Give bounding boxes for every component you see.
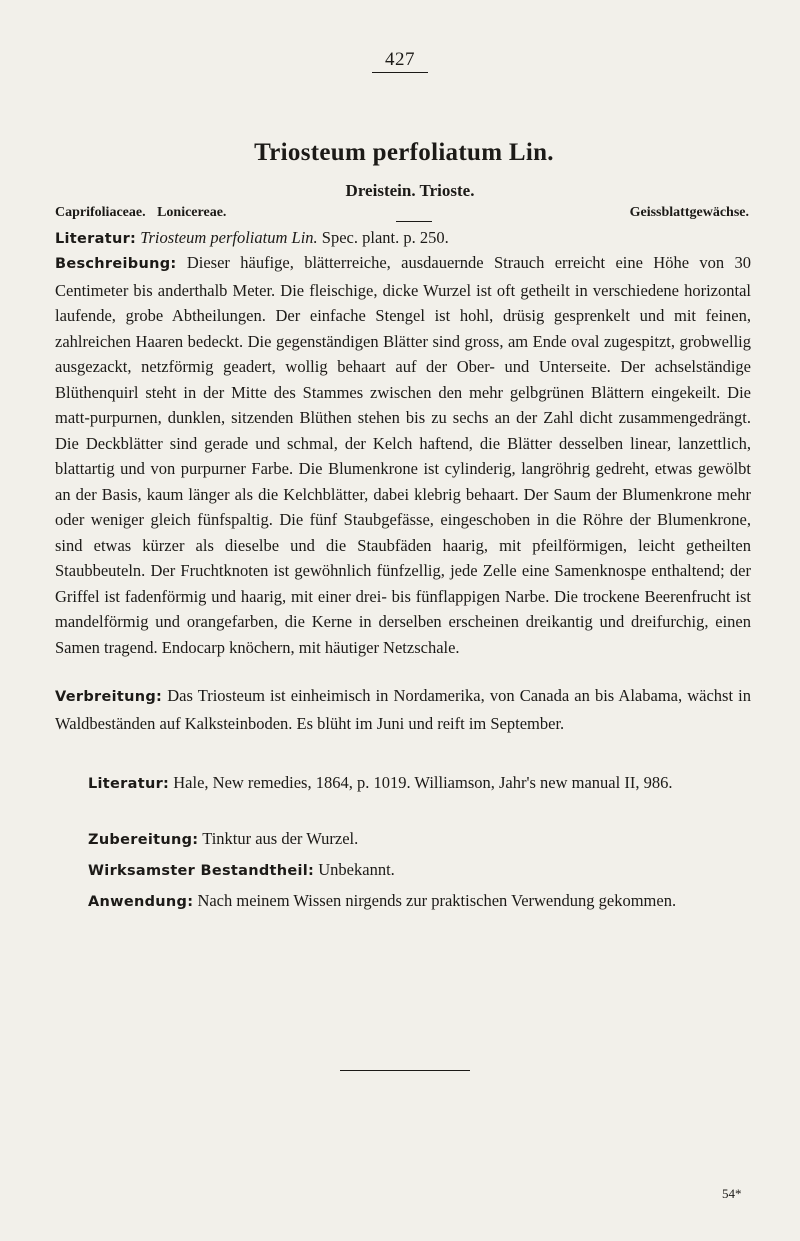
beschreibung-text: Dieser häufige, blätterreiche, ausdauernde Strauch erreicht eine Höhe von 30 Centimeter bis anderthalb Meter. Die fleischige, dicke Wurzel ist oft getheilt in verschiedene horizontal laufende, grobe Abtheilungen. Der einfache Stengel ist hohl, drüsig gesprenkelt und mit feinen, zahlreichen Haaren bedeckt. Die gegenständigen Blätter sind gross, am Ende oval zugespitzt, grobwellig ausgezackt, netzförmig geadert, wollig behaart auf der Ober- und Unterseite. Der achselständige Blüthenquirl steht in der Mitte des Stammes zwischen den mehr gelbgrünen Blättern eingekeilt. Die matt-purpurnen, dunklen, sitzenden Blüthen stehen bis zu sechs an der Zahl dicht zusammengedrängt. Die Deckblätter sind gerade und schmal, der Kelch haftend, die Blätter desselben linear, lanzettlich, blattartig und von purpurner Farbe. Die Blumenkrone ist cylinderig, langröhrig gedreht, etwas gewölbt an der Basis, kaum länger als die Kelchblätter, dabei klebrig behaart. Der Saum der Blumenkrone mehr oder weniger gleich fünfspaltig. Die fünf Staubgefässe, eingeschoben in die Röhre der Blumenkrone, sind etwas kürzer als dieselbe und die Staubfäden haarig, mit pfeilförmigen, leicht getheilten Staubbeuteln. Der Fruchtknoten ist gewöhnlich fünfzellig, jede Zelle eine Samenknospe enthaltend; der Griffel ist fadenförmig und haarig, mit einer drei- bis fünflappigen Narbe. Die trockene Beerenfrucht ist mandelförmig und orangefarben, die Kerne in derselben erscheinen dreikantig und dreifurchig, einen Samen tragend. Endocarp knöchern, mit häutiger Netzschale. xyxy=(55,253,751,657)
page-title: Triosteum perfoliatum Lin. xyxy=(254,139,554,166)
anwendung-label: Anwendung: xyxy=(88,894,194,910)
beschreibung-section xyxy=(55,250,751,660)
bestandtheil-text: Unbekannt. xyxy=(314,860,395,879)
verbreitung-label: Verbreitung: xyxy=(55,689,163,705)
literatur-ref: Spec. plant. p. 250. xyxy=(317,228,449,247)
anwendung-section xyxy=(55,888,751,916)
plant-family: Caprifoliaceae. Lonicereae. xyxy=(55,205,227,220)
bestandtheil-section xyxy=(55,857,751,885)
signature-mark: 54* xyxy=(722,1186,742,1201)
end-divider xyxy=(340,1070,470,1071)
verbreitung-text: Das Triosteum ist einheimisch in Nordamerika, von Canada an bis Alabama, wächst in Waldbeständen auf Kalksteinboden. Es blüht im Juni und reift im September. xyxy=(55,686,751,733)
literatur-species: Triosteum perfoliatum Lin. xyxy=(140,228,318,247)
literatur2-section xyxy=(55,770,751,798)
beschreibung-label: Beschreibung: xyxy=(55,256,177,272)
plant-class: Geissblattgewächse. xyxy=(629,205,749,220)
common-names: Dreistein. Trioste. xyxy=(345,181,475,200)
zubereitung-section xyxy=(55,826,751,854)
literatur2-label: Literatur: xyxy=(88,776,170,792)
zubereitung-label: Zubereitung: xyxy=(88,832,199,848)
literatur-label: Literatur: xyxy=(55,231,137,247)
literatur-section xyxy=(55,225,751,253)
header-divider xyxy=(396,221,432,222)
bestandtheil-label: Wirksamster Bestandtheil: xyxy=(88,863,315,879)
anwendung-text: Nach meinem Wissen nirgends zur praktischen Verwendung gekommen. xyxy=(193,891,677,910)
literatur2-text: Hale, New remedies, 1864, p. 1019. Williamson, Jahr's new manual II, 986. xyxy=(169,773,673,792)
page-number-rule xyxy=(372,72,428,73)
verbreitung-section xyxy=(55,683,751,736)
page-number: 427 xyxy=(385,49,415,70)
zubereitung-text: Tinktur aus der Wurzel. xyxy=(198,829,359,848)
